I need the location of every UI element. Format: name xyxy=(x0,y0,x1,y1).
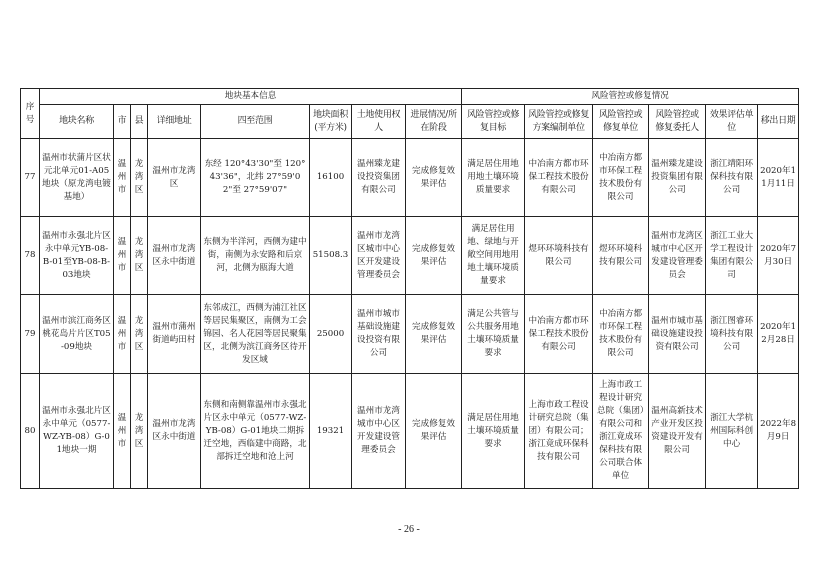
cell-seq: 77 xyxy=(21,139,40,217)
cell-seq: 78 xyxy=(21,217,40,295)
header-group-basic: 地块基本信息 xyxy=(40,89,462,105)
cell-removal-date: 2020年7月30日 xyxy=(758,217,799,295)
header-boundary: 四至范围 xyxy=(201,105,310,139)
cell-eval-unit: 浙江图睿环境科技有限公司 xyxy=(706,295,758,374)
cell-exec-unit: 中冶南方都市环保工程技术股份有限公司 xyxy=(593,295,649,374)
cell-city: 温州市 xyxy=(114,217,131,295)
header-group-row xyxy=(21,89,799,105)
header-name: 地块名称 xyxy=(40,105,114,139)
cell-county: 龙湾区 xyxy=(131,217,148,295)
header-group-risk: 风险管控或修复情况 xyxy=(462,89,799,105)
cell-boundary: 东侧和南侧靠温州市永强北片区永中单元（0577-WZ-YB-08）G-01地块二期拆迁空地，西临建中商路，北部拆迁空地和沧上河 xyxy=(201,374,310,489)
header-plan-unit: 风险管控或修复方案编制单位 xyxy=(525,105,593,139)
header-row xyxy=(21,105,799,139)
table-row xyxy=(21,139,799,217)
cell-city: 温州市 xyxy=(114,374,131,489)
cell-address: 温州市龙湾区永中街道 xyxy=(148,217,201,295)
table-row xyxy=(21,217,799,295)
cell-exec-unit: 煜环环境科技有限公司 xyxy=(593,217,649,295)
cell-progress: 完成修复效果评估 xyxy=(406,139,462,217)
cell-address: 温州市龙湾区 xyxy=(148,139,201,217)
cell-goal: 满足居住用地用地土壤环境质量要求 xyxy=(462,139,525,217)
cell-client: 温州市城市基础设施建设投资有限公司 xyxy=(649,295,706,374)
cell-plan-unit: 中冶南方都市环保工程技术股份有限公司 xyxy=(525,295,593,374)
cell-county: 龙湾区 xyxy=(131,374,148,489)
cell-plan-unit: 中冶南方都市环保工程技术股份有限公司 xyxy=(525,139,593,217)
header-county: 县 xyxy=(131,105,148,139)
header-exec-unit: 风险管控或修复单位 xyxy=(593,105,649,139)
header-client: 风险管控或修复委托人 xyxy=(649,105,706,139)
cell-area: 16100 xyxy=(310,139,352,217)
cell-county: 龙湾区 xyxy=(131,295,148,374)
cell-city: 温州市 xyxy=(114,295,131,374)
cell-name: 温州市永强北片区永中单元（0577-WZ-YB-08）G-01地块一期 xyxy=(40,374,114,489)
cell-eval-unit: 浙江大学杭州国际科创中心 xyxy=(706,374,758,489)
cell-exec-unit: 中冶南方都市环保工程技术股份有限公司 xyxy=(593,139,649,217)
header-address: 详细地址 xyxy=(148,105,201,139)
cell-progress: 完成修复效果评估 xyxy=(406,217,462,295)
cell-progress: 完成修复效果评估 xyxy=(406,295,462,374)
cell-name: 温州市滨江商务区桃花岛片片区T05-09地块 xyxy=(40,295,114,374)
cell-owner: 温州臻龙建设投资集团有限公司 xyxy=(352,139,406,217)
cell-address: 温州市龙湾区永中街道 xyxy=(148,374,201,489)
header-goal: 风险管控或修复目标 xyxy=(462,105,525,139)
cell-boundary: 东经 120°43'30"至 120°43'36"，北纬 27°59'02"至 27°59'07" xyxy=(201,139,310,217)
table-row xyxy=(21,295,799,374)
header-eval-unit: 效果评估单位 xyxy=(706,105,758,139)
cell-area: 25000 xyxy=(310,295,352,374)
cell-boundary: 东邻成江，西侧为浦江社区等居民集聚区，南侧为工会锦园、名人花园等居民聚集区，北侧为滨江商务区待开发区域 xyxy=(201,295,310,374)
header-city: 市 xyxy=(114,105,131,139)
cell-client: 温州市龙湾区城市中心区开发建设管理委员会 xyxy=(649,217,706,295)
cell-removal-date: 2022年8月9日 xyxy=(758,374,799,489)
cell-progress: 完成修复效果评估 xyxy=(406,374,462,489)
cell-area: 51508.3 xyxy=(310,217,352,295)
cell-exec-unit: 上海市政工程设计研究总院（集团）有限公司和浙江竟成环保科技有限公司联合体单位 xyxy=(593,374,649,489)
cell-boundary: 东侧为半洋河，西侧为建中街，南侧为永安路和后京河，北侧为瓯海大道 xyxy=(201,217,310,295)
page-number: - 26 - xyxy=(398,524,420,535)
cell-client: 温州高新技术产业开发区投资建设开发有限公司 xyxy=(649,374,706,489)
cell-name: 温州市永强北片区永中单元YB-08-B-01至YB-08-B-03地块 xyxy=(40,217,114,295)
cell-plan-unit: 上海市政工程设计研究总院（集团）有限公司；浙江竟成环保科技有限公司 xyxy=(525,374,593,489)
header-seq: 序号 xyxy=(21,89,40,139)
header-area: 地块面积(平方米) xyxy=(310,105,352,139)
cell-owner: 温州市龙湾区城市中心区开发建设管理委员会 xyxy=(352,217,406,295)
cell-eval-unit: 浙江靖阳环保科技有限公司 xyxy=(706,139,758,217)
cell-goal: 满足居住用地土壤环境质量要求 xyxy=(462,374,525,489)
cell-owner: 温州市城市基础设施建设投资有限公司 xyxy=(352,295,406,374)
table-row xyxy=(21,374,799,489)
header-owner: 土地使用权人 xyxy=(352,105,406,139)
cell-seq: 80 xyxy=(21,374,40,489)
cell-city: 温州市 xyxy=(114,139,131,217)
header-removal-date: 移出日期 xyxy=(758,105,799,139)
cell-goal: 满足公共管与公共服务用地土壤环境质量要求 xyxy=(462,295,525,374)
cell-county: 龙湾区 xyxy=(131,139,148,217)
cell-removal-date: 2020年11月11日 xyxy=(758,139,799,217)
contaminated-site-table xyxy=(20,88,799,489)
cell-plan-unit: 煜环环境科技有限公司 xyxy=(525,217,593,295)
cell-address: 温州市蒲州街道屿田村 xyxy=(148,295,201,374)
cell-owner: 温州市龙湾城市中心区开发建设管理委员会 xyxy=(352,374,406,489)
cell-removal-date: 2020年12月28日 xyxy=(758,295,799,374)
cell-name: 温州市状蒲片区状元北单元01-A05地块（原龙湾电镀基地） xyxy=(40,139,114,217)
cell-goal: 满足居住用地、绿地与开敞空间用地用地土壤环境质量要求 xyxy=(462,217,525,295)
cell-seq: 79 xyxy=(21,295,40,374)
cell-client: 温州臻龙建设投资集团有限公司 xyxy=(649,139,706,217)
cell-eval-unit: 浙江工业大学工程设计集团有限公司 xyxy=(706,217,758,295)
cell-area: 19321 xyxy=(310,374,352,489)
header-progress: 进展情况/所在阶段 xyxy=(406,105,462,139)
